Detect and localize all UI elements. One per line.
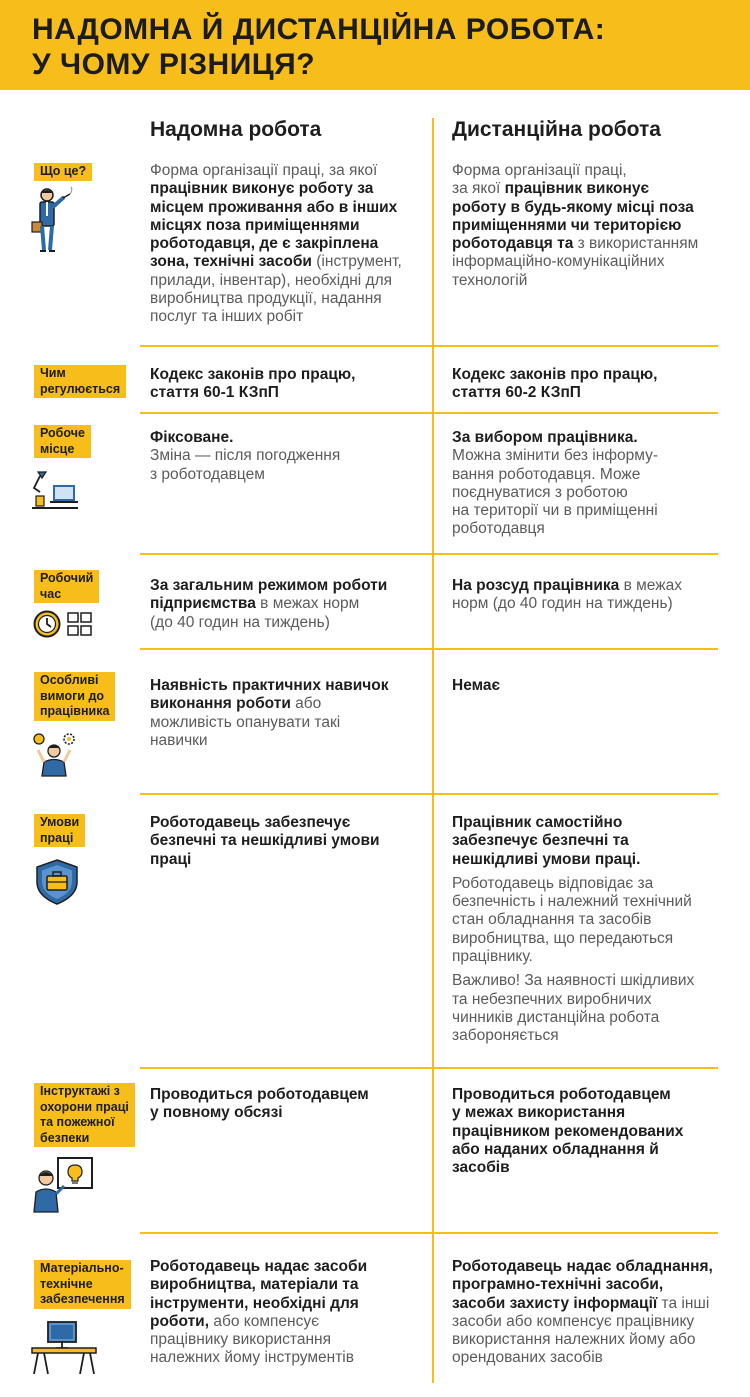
- bold-text: роботодавця та: [452, 235, 574, 253]
- bold-text: роботи,: [150, 1312, 210, 1330]
- regular-text: орендованих засобів: [452, 1349, 603, 1367]
- text-line: [452, 1123, 742, 1141]
- text-line: [150, 732, 425, 750]
- home-work-definition: [150, 162, 425, 327]
- text-line: [452, 162, 742, 180]
- bold-text: За загальним режимом роботи: [150, 577, 388, 594]
- bold-text: виробництва, матеріали та: [150, 1276, 359, 1294]
- bold-text: Проводиться роботодавцем: [452, 1086, 671, 1103]
- text-line: [150, 217, 425, 235]
- text-line: [150, 851, 425, 869]
- regular-text: належних йому інструментів: [150, 1349, 354, 1367]
- bold-text: місцем проживання або в інших: [150, 198, 398, 216]
- home-work-regulation: [150, 366, 425, 403]
- text-line: [150, 429, 425, 447]
- businessman-smoking-icon: [30, 186, 78, 254]
- page-title-line1: НАДОМНА Й ДИСТАНЦІЙНА РОБОТА:: [32, 13, 606, 46]
- row-label-line: Інструктажі з: [40, 1084, 120, 1098]
- text-line: [150, 1258, 425, 1276]
- regular-text: (до 40 годин на тиждень): [150, 613, 330, 631]
- remote-work-briefings: [452, 1086, 742, 1177]
- regular-text: роботодавця: [452, 520, 545, 538]
- row-label-worktime: [34, 570, 99, 603]
- bold-text: нешкідливі умови праці.: [452, 850, 641, 868]
- regular-text: з використанням: [573, 235, 699, 253]
- row-label-line: працівника: [40, 704, 110, 718]
- regular-text: Можна змінити без інформу-: [452, 447, 659, 465]
- home-work-requirements: [150, 677, 425, 750]
- workstation-icon: [30, 1320, 98, 1376]
- regular-text: безпечність і належний технічний: [452, 893, 692, 911]
- row-label-conditions: [34, 814, 85, 847]
- home-work-equipment: [150, 1258, 425, 1368]
- home-work-workplace: [150, 429, 425, 484]
- bold-text: праці: [150, 850, 192, 868]
- row-label-line: час: [40, 586, 62, 601]
- bold-text: роботу в будь-якому місці поза: [452, 198, 694, 216]
- row-label-line: забезпечення: [40, 1292, 125, 1306]
- row-label-what: [34, 163, 92, 181]
- home-work-conditions: [150, 814, 425, 869]
- remote-work-regulation: [452, 366, 742, 403]
- text-line: [452, 1258, 742, 1276]
- bold-text: стаття 60-2 КЗпП: [452, 384, 581, 402]
- bold-text: За вибором працівника.: [452, 429, 638, 446]
- text-line: [150, 235, 425, 253]
- column-heading-home-work: Надомна робота: [150, 118, 322, 141]
- text-line: [150, 253, 425, 271]
- text-line: [150, 832, 425, 850]
- text-line: [150, 614, 425, 632]
- bold-text: підприємства: [150, 595, 256, 613]
- remote-work-definition: [452, 162, 742, 290]
- text-line: [150, 199, 425, 217]
- text-line: [150, 695, 425, 713]
- regular-text: на території чи в приміщенні: [452, 502, 658, 520]
- text-line: [150, 1104, 425, 1122]
- text-line: [452, 911, 742, 929]
- text-line: [452, 180, 742, 198]
- row-divider: [140, 793, 718, 795]
- regular-text: з роботодавцем: [150, 465, 265, 483]
- bold-text: виконання роботи: [150, 695, 291, 713]
- page-title-line2: У ЧОМУ РІЗНИЦЯ?: [32, 48, 316, 81]
- row-divider: [140, 553, 718, 555]
- text-line: [150, 466, 425, 484]
- row-label-line: Робочий: [40, 571, 94, 585]
- desk-laptop-icon: [30, 470, 80, 512]
- regular-text: вання роботодавця. Може: [452, 465, 641, 483]
- text-line: [150, 447, 425, 465]
- clock-grid-icon: [32, 609, 94, 639]
- text-line: [452, 595, 742, 613]
- bold-text: засоби захисту інформації: [452, 1294, 658, 1312]
- remote-work-schedule: [452, 577, 742, 614]
- row-label-line: охорони праці: [40, 1099, 129, 1114]
- row-label-line: Чим: [40, 366, 66, 380]
- text-line: [452, 502, 742, 520]
- row-label-requirements: [34, 672, 115, 721]
- text-line: [452, 1141, 742, 1159]
- text-line: [452, 1349, 742, 1367]
- person-ideas-icon: [32, 732, 78, 778]
- text-line: [150, 814, 425, 832]
- presenter-board-icon: [32, 1156, 94, 1214]
- regular-text: виробництва продукції, надання: [150, 290, 382, 308]
- regular-text: інформаційно-комунікаційних: [452, 253, 665, 271]
- regular-text: Роботодавець відповідає за: [452, 874, 654, 892]
- text-line: [452, 1313, 742, 1331]
- row-label-line: праці: [40, 830, 74, 845]
- regular-text: послуг та інших робіт: [150, 308, 304, 326]
- remote-work-conditions: [452, 814, 742, 1046]
- regular-text: можливість опанувати такі: [150, 713, 341, 731]
- text-line: [452, 948, 742, 966]
- text-line: [452, 832, 742, 850]
- regular-text: Форма організації праці, за якої: [150, 162, 378, 179]
- text-line: [452, 217, 742, 235]
- column-divider: [432, 118, 434, 1383]
- text-line: [452, 1295, 742, 1313]
- row-divider: [140, 1232, 718, 1234]
- row-label-line: Матеріально-: [40, 1261, 124, 1275]
- regular-text: Зміна — після погодження: [150, 447, 341, 465]
- regular-text: за якої: [452, 180, 505, 198]
- bold-text: стаття 60-1 КЗпП: [150, 384, 279, 402]
- text-line: [150, 366, 425, 384]
- bold-text: приміщеннями чи територією: [452, 216, 682, 234]
- row-label-workplace: [34, 425, 91, 458]
- regular-text: засоби або компенсує працівнику: [452, 1312, 695, 1330]
- text-line: [150, 1331, 425, 1349]
- text-line: [452, 1276, 742, 1294]
- row-label-line: безпеки: [40, 1130, 90, 1145]
- remote-work-equipment: [452, 1258, 742, 1368]
- text-line: [150, 308, 425, 326]
- text-line: [452, 972, 742, 990]
- bold-text: зона, технічні засоби: [150, 253, 312, 271]
- text-line: [452, 520, 742, 538]
- bold-text: Немає: [452, 677, 501, 694]
- row-divider: [140, 648, 718, 650]
- text-line: [452, 1104, 742, 1122]
- text-line: [452, 1159, 742, 1177]
- text-line: [150, 1349, 425, 1367]
- bold-text: безпечні та нешкідливі умови: [150, 832, 380, 850]
- text-line: [452, 429, 742, 447]
- regular-text: та небезпечних виробничих: [452, 990, 652, 1008]
- bold-text: місцях поза приміщеннями: [150, 216, 360, 234]
- bold-text: Проводиться роботодавцем: [150, 1086, 369, 1103]
- shield-briefcase-icon: [34, 858, 80, 906]
- text-line: [150, 1086, 425, 1104]
- text-line: [452, 677, 742, 695]
- regular-text: (інструмент,: [311, 253, 402, 271]
- remote-work-workplace: [452, 429, 742, 539]
- text-line: [452, 577, 742, 595]
- row-label-line: вимоги до: [40, 688, 105, 703]
- regular-text: та інші: [657, 1294, 710, 1312]
- text-line: [452, 1331, 742, 1349]
- text-line: [150, 180, 425, 198]
- row-label-briefings: [34, 1083, 135, 1147]
- remote-work-requirements: [452, 677, 742, 695]
- bold-text: Кодекс законів про працю,: [150, 366, 356, 383]
- row-label-regulated: [34, 365, 126, 398]
- text-line: [452, 1027, 742, 1045]
- text-line: [452, 235, 742, 253]
- bold-text: або наданих обладнання й: [452, 1140, 659, 1158]
- bold-text: у повному обсязі: [150, 1104, 283, 1122]
- bold-text: програмно-технічні засоби,: [452, 1276, 664, 1294]
- text-line: [452, 366, 742, 384]
- text-line: [452, 466, 742, 484]
- regular-text: використання належних йому або: [452, 1331, 696, 1349]
- text-line: [150, 1276, 425, 1294]
- text-line: [150, 595, 425, 613]
- bold-text: На розсуд працівника: [452, 577, 620, 594]
- bold-text: у межах використання: [452, 1104, 626, 1122]
- row-label-line: регулюється: [40, 381, 121, 396]
- row-label-line: Робоче: [40, 426, 85, 440]
- text-line: [150, 162, 425, 180]
- regular-text: поєднуватися з роботою: [452, 483, 628, 501]
- text-line: [150, 714, 425, 732]
- bold-text: забезпечує безпечні та: [452, 832, 629, 850]
- home-work-schedule: [150, 577, 425, 632]
- row-label-line: та пожежної: [40, 1115, 115, 1129]
- regular-text: прилади, інвентар), необхідні для: [150, 271, 393, 289]
- row-label-line: Що це?: [40, 164, 87, 178]
- regular-text: технологій: [452, 271, 528, 289]
- bold-text: Кодекс законів про працю,: [452, 366, 658, 383]
- regular-text: Форма організації праці,: [452, 162, 627, 179]
- text-line: [452, 484, 742, 502]
- text-line: [452, 991, 742, 1009]
- text-line: [150, 577, 425, 595]
- regular-text: Важливо! За наявності шкідливих: [452, 972, 695, 990]
- bold-text: Працівник самостійно: [452, 814, 623, 831]
- regular-text: в межах норм: [255, 595, 360, 613]
- row-label-line: місце: [40, 441, 75, 456]
- text-line: [452, 272, 742, 290]
- row-label-line: технічне: [40, 1276, 93, 1291]
- text-line: [150, 384, 425, 402]
- regular-text: стан обладнання та засобів: [452, 911, 652, 929]
- text-line: [452, 384, 742, 402]
- text-line: [452, 893, 742, 911]
- text-line: [452, 1009, 742, 1027]
- bold-text: Роботодавець надає обладнання,: [452, 1258, 713, 1275]
- row-label-line: Умови: [40, 815, 80, 829]
- text-line: [452, 814, 742, 832]
- bold-text: засобів: [452, 1159, 510, 1177]
- bold-text: Роботодавець забезпечує: [150, 814, 351, 831]
- regular-text: в межах: [619, 577, 682, 594]
- text-line: [150, 1313, 425, 1331]
- row-divider: [140, 345, 718, 347]
- text-line: [150, 290, 425, 308]
- regular-text: забороняється: [452, 1027, 559, 1045]
- bold-text: Роботодавець надає засоби: [150, 1258, 368, 1275]
- row-divider: [140, 412, 718, 414]
- text-line: [452, 930, 742, 948]
- bold-text: працівник виконує роботу за: [150, 180, 374, 198]
- text-line: [452, 253, 742, 271]
- bold-text: працівником рекомендованих: [452, 1122, 684, 1140]
- bold-text: інструменти, необхідні для: [150, 1294, 359, 1312]
- bold-text: Фіксоване.: [150, 429, 234, 446]
- regular-text: чинників дистанційна робота: [452, 1008, 660, 1026]
- regular-text: норм (до 40 годин на тиждень): [452, 595, 673, 613]
- regular-text: працівнику.: [452, 948, 533, 966]
- text-line: [452, 851, 742, 869]
- text-line: [452, 1086, 742, 1104]
- column-heading-remote-work: Дистанційна робота: [452, 118, 661, 141]
- row-divider: [140, 1067, 718, 1069]
- text-line: [452, 447, 742, 465]
- text-line: [150, 1295, 425, 1313]
- regular-text: або компенсує: [209, 1312, 319, 1330]
- bold-text: Наявність практичних навичок: [150, 677, 389, 694]
- text-line: [452, 199, 742, 217]
- home-work-briefings: [150, 1086, 425, 1123]
- bold-text: працівник виконує: [504, 180, 650, 198]
- row-label-line: Особливі: [40, 673, 99, 687]
- regular-text: виробництва, що передаються: [452, 929, 674, 947]
- bold-text: роботодавця, де є закріплена: [150, 235, 379, 253]
- regular-text: або: [290, 695, 322, 713]
- regular-text: працівнику використання: [150, 1331, 331, 1349]
- regular-text: навички: [150, 731, 208, 749]
- row-label-equipment: [34, 1260, 131, 1309]
- text-line: [150, 272, 425, 290]
- text-line: [452, 875, 742, 893]
- text-line: [150, 677, 425, 695]
